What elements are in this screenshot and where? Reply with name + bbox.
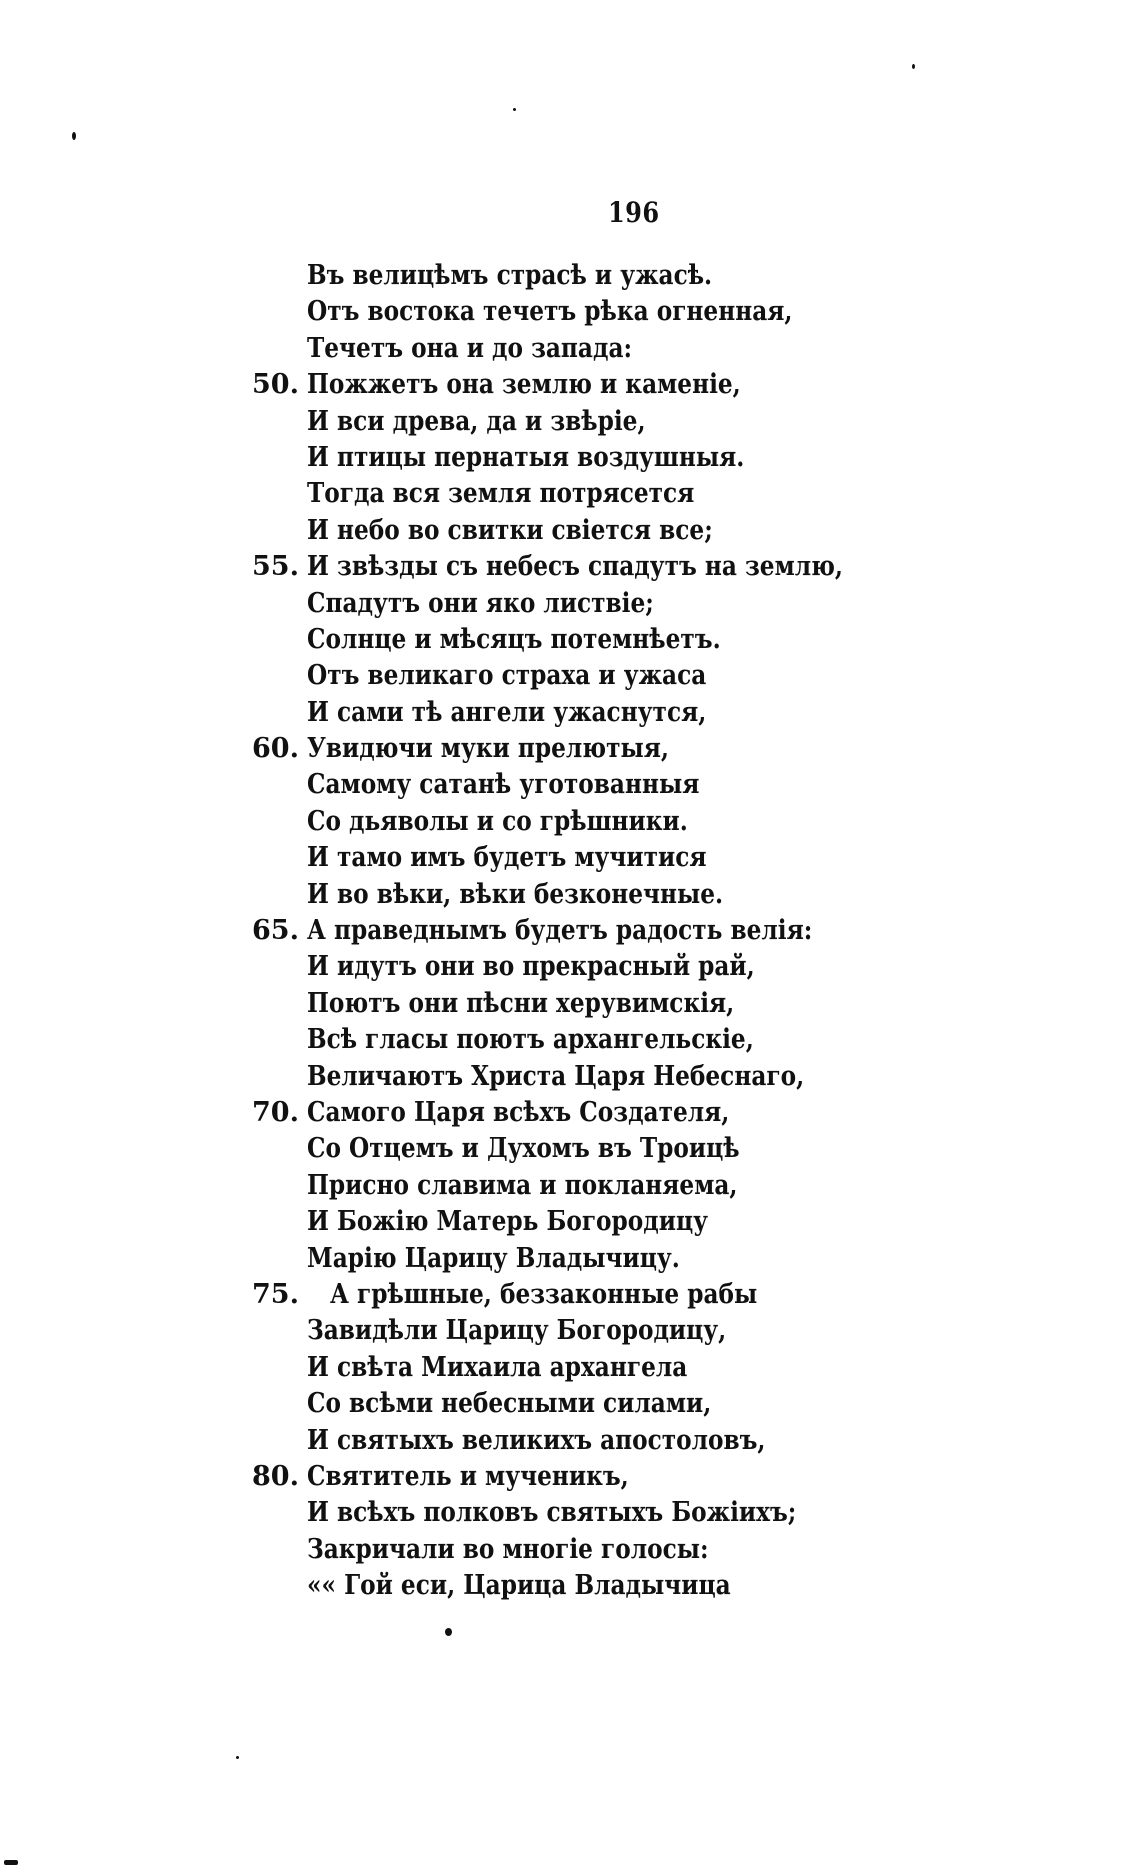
- verse-line: [252, 476, 952, 512]
- verse-line: [252, 294, 952, 330]
- line-text: Со Отцемъ и Духомъ въ Троицѣ: [307, 1133, 740, 1165]
- line-text: И Божію Матерь Богородицу: [307, 1206, 708, 1238]
- line-text: Отъ востока течетъ рѣка огненная,: [307, 296, 793, 328]
- line-number: 65.: [252, 915, 299, 947]
- line-text: И сами тѣ ангели ужаснутся,: [307, 696, 707, 728]
- verse-line: [252, 586, 952, 622]
- poem-text: [252, 258, 952, 1604]
- line-text: И во вѣки, вѣки безконечные.: [307, 878, 724, 910]
- line-text: Спадутъ они яко листвіе;: [307, 587, 654, 619]
- scan-speck: [912, 64, 915, 69]
- verse-line: [252, 658, 952, 694]
- line-text: Самого Царя всѣхъ Создателя,: [307, 1096, 730, 1128]
- line-text: А грѣшные, беззаконные рабы: [330, 1278, 758, 1310]
- line-text: И птицы пернатыя воздушныя.: [307, 441, 745, 473]
- verse-line: [252, 1532, 952, 1568]
- verse-line: [252, 1204, 952, 1240]
- verse-line: [252, 949, 952, 985]
- verse-line: [252, 1495, 952, 1531]
- line-text: Закричали во многіе голосы:: [307, 1533, 709, 1565]
- verse-line: [252, 258, 952, 294]
- verse-line: [252, 1059, 952, 1095]
- verse-line: [252, 986, 952, 1022]
- line-text: Солнце и мѣсяцъ потемнѣетъ.: [307, 623, 721, 655]
- line-text: Тогда вся земля потрясется: [307, 478, 695, 510]
- line-text: И свѣта Михаила архангела: [307, 1351, 688, 1383]
- verse-line: [252, 1459, 952, 1495]
- verse-line: [252, 1313, 952, 1349]
- line-text: И тамо имъ будетъ мучитися: [307, 842, 707, 874]
- line-number: 80.: [252, 1460, 299, 1492]
- verse-line: [252, 767, 952, 803]
- verse-line: [252, 622, 952, 658]
- line-text: Всѣ гласы поютъ архангельскіе,: [307, 1024, 754, 1056]
- line-text: И небо во свитки свіется все;: [307, 514, 713, 546]
- verse-line: [252, 549, 952, 585]
- line-text: И вси древа, да и звѣріе,: [307, 405, 646, 437]
- scan-speck: [236, 1756, 239, 1759]
- scan-speck: [72, 132, 76, 140]
- verse-line: [252, 1386, 952, 1422]
- verse-line: [252, 367, 952, 403]
- verse-line: [252, 913, 952, 949]
- verse-line: [252, 695, 952, 731]
- line-text: «« Гой еси, Царица Владычица: [307, 1570, 731, 1602]
- verse-line: [252, 731, 952, 767]
- line-number: 75.: [252, 1278, 299, 1310]
- line-text: Святитель и мученикъ,: [307, 1460, 629, 1492]
- line-text: Въ велицѣмъ страсѣ и ужасѣ.: [307, 260, 713, 291]
- verse-line: [252, 331, 952, 367]
- verse-line: [252, 1350, 952, 1386]
- scan-speck: [445, 1628, 452, 1636]
- verse-line: [252, 1131, 952, 1167]
- line-text: И идутъ они во прекрасный рай,: [307, 951, 755, 983]
- line-text: Величаютъ Христа Царя Небеснаго,: [307, 1060, 805, 1092]
- verse-line: [252, 1022, 952, 1058]
- scan-speck: [4, 1860, 18, 1865]
- line-text: Пожжетъ она землю и каменіе,: [307, 369, 741, 401]
- line-text: Присно славима и покланяема,: [307, 1169, 738, 1201]
- verse-line: [252, 1423, 952, 1459]
- line-number: 55.: [252, 551, 299, 583]
- verse-line: [252, 440, 952, 476]
- line-text: Течетъ она и до запада:: [307, 332, 633, 364]
- page-number: 196: [608, 196, 660, 229]
- verse-line: [252, 877, 952, 913]
- line-text: Завидѣли Царицу Богородицу,: [307, 1315, 727, 1347]
- line-number: 60.: [252, 733, 299, 765]
- scan-speck: [513, 108, 516, 111]
- line-text: Марію Царицу Владычицу.: [307, 1242, 680, 1274]
- verse-line: [252, 1277, 952, 1313]
- line-text: Со всѣми небесными силами,: [307, 1388, 712, 1420]
- line-text: А праведнымъ будетъ радость велія:: [307, 915, 813, 947]
- line-number: 50.: [252, 369, 299, 401]
- line-number: 70.: [252, 1096, 299, 1128]
- verse-line: [252, 1241, 952, 1277]
- line-text: Самому сатанѣ уготованныя: [307, 769, 700, 801]
- verse-line: [252, 513, 952, 549]
- verse-line: [252, 404, 952, 440]
- verse-line: [252, 1568, 952, 1604]
- verse-line: [252, 1168, 952, 1204]
- line-text: Поютъ они пѣсни херувимскія,: [307, 987, 735, 1019]
- line-text: Увидючи муки прелютыя,: [307, 733, 669, 765]
- verse-line: [252, 804, 952, 840]
- line-text: И святыхъ великихъ апостоловъ,: [307, 1424, 766, 1456]
- line-text: И всѣхъ полковъ святыхъ Божіихъ;: [307, 1497, 797, 1529]
- line-text: Со дьяволы и со грѣшники.: [307, 805, 688, 837]
- line-text: И звѣзды съ небесъ спадутъ на землю,: [307, 551, 844, 583]
- line-text: Отъ великаго страха и ужаса: [307, 660, 707, 692]
- verse-line: [252, 1095, 952, 1131]
- verse-line: [252, 840, 952, 876]
